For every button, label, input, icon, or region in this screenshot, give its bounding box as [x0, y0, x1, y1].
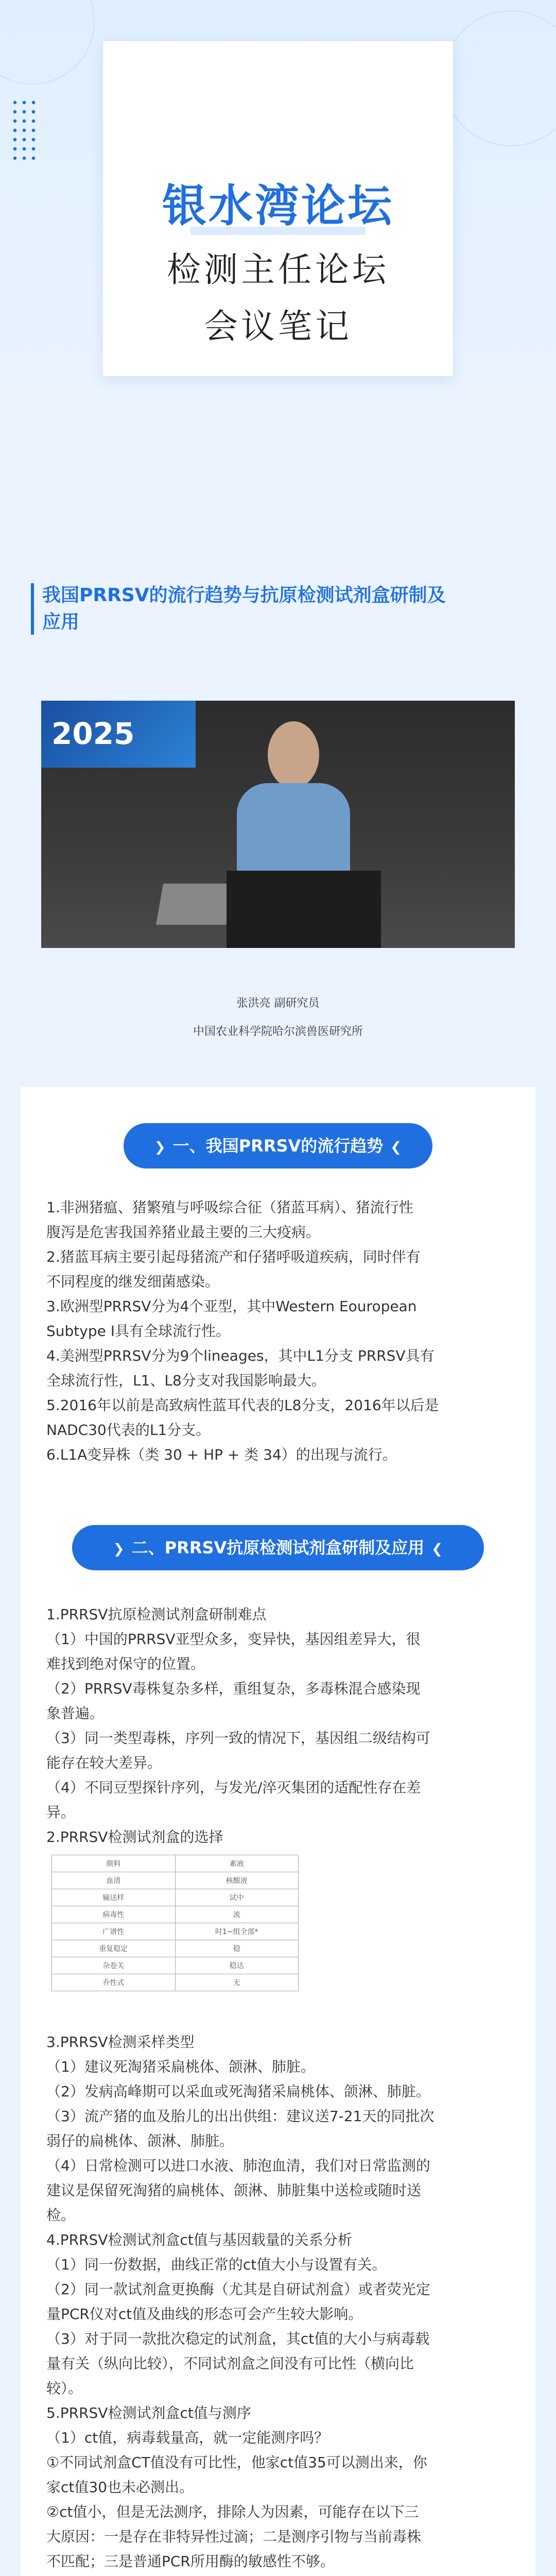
text-line: （3）对于同一款批次稳定的试剂盒，其ct值的大小与病毒载 [46, 2330, 430, 2347]
text-line: 较）。 [46, 2380, 83, 2397]
section-title-line: 我国PRRSV的流行趋势与抗原检测试剂盒研制及 [42, 585, 446, 606]
speaker-photo [41, 701, 515, 948]
text-line: 量PCR仪对ct值及曲线的形态可会产生较大影响。 [46, 2306, 363, 2323]
text-line: 大原因：一是存在非特异性过滴；二是测序引物与当前毒株 [46, 2528, 422, 2545]
table-row [52, 1906, 299, 1923]
text-line: 检。 [46, 2207, 76, 2224]
text-line: （2）同一款试剂盒更换酶（尤其是自研试剂盒）或者荧光定 [46, 2281, 430, 2298]
part2-text [46, 1602, 510, 1850]
text-line: 不匹配；三是普通PCR所用酶的敏感性不够。 [46, 2553, 335, 2570]
event-logo: 2025 [51, 716, 135, 751]
table-row [52, 1889, 299, 1906]
text-line: 4.PRRSV检测试剂盒ct值与基因载量的关系分析 [46, 2231, 352, 2248]
section-title [42, 582, 526, 636]
text-line: （4）日常检测可以进口水液、肺泡血清，我们对日常监测的 [46, 2157, 430, 2174]
section-title-line: 应用 [42, 612, 80, 633]
text-line: （1）ct值，病毒载量高，就一定能测序吗？ [46, 2429, 329, 2446]
text-line [46, 2574, 510, 2576]
text-line: （3）流产猪的血及胎儿的出出供组：建议送7-21天的同批次 [46, 2108, 435, 2125]
table-cell: 时1~组全部* [175, 1923, 299, 1940]
text-line: 5.PRRSV检测试剂盒ct值与测序 [46, 2404, 251, 2421]
table-cell: 颜料 [52, 1855, 176, 1872]
text-line: 腹泻是危害我国养猪业最主要的三大疫病。 [46, 1224, 321, 1241]
text-line: 量有关（纵向比较），不同试剂盒之间没有可比性（横向比 [46, 2355, 414, 2372]
table-cell: 稳 [175, 1940, 299, 1957]
podium [227, 871, 381, 948]
table-cell: 血清 [52, 1872, 176, 1889]
text-line: 异。 [46, 1804, 76, 1821]
text-line: 难找到绝对保守的位置。 [46, 1655, 205, 1672]
text-line: ②ct值小，但是无法测序，排除人为因素，可能存在以下三 [46, 2503, 419, 2520]
kit-table [51, 1855, 299, 1991]
speaker-name: 张洪亮 副研究员 [236, 997, 320, 1010]
text-line: 3.PRRSV检测采样类型 [46, 2033, 195, 2050]
text-line: 能存在较大差异。 [46, 1754, 162, 1771]
text-line: 2.PRRSV检测试剂盒的选择 [46, 1828, 223, 1845]
text-line: 家ct值30也未必测出。 [46, 2479, 194, 2496]
part2-text-cont [46, 2030, 510, 2576]
table-cell: 无 [175, 1974, 299, 1991]
page-subtitle: 会议笔记 [204, 307, 352, 346]
text-line: Subtype I具有全球流行性。 [46, 1323, 231, 1340]
table-row [52, 1940, 299, 1957]
table-cell: 广谱性 [52, 1923, 176, 1940]
text-line: （1）同一份数据，曲线正常的ct值大小与设置有关。 [46, 2256, 387, 2273]
event-screen [41, 701, 196, 768]
text-line: 全球流行性，L1、L8分支对我国影响最大。 [46, 1372, 326, 1389]
text-line: 4.美洲型PRRSV分为9个lineages，其中L1分支 PRRSV具有 [46, 1347, 435, 1364]
text-line: 3.欧洲型PRRSV分为4个亚型，其中Western Eouropean [46, 1298, 417, 1315]
text-line: 象普遍。 [46, 1705, 105, 1722]
page-title: 银水湾论坛 [162, 180, 394, 232]
heading-accent-bar [31, 583, 34, 635]
decor-dots [10, 98, 41, 160]
text-line: （1）建议死淘猪采扁桃体、颌淋、肺脏。 [46, 2058, 315, 2075]
table-cell: 重复稳定 [52, 1940, 176, 1957]
table-cell: 核酸液 [175, 1872, 299, 1889]
page-subtitle: 检测主任论坛 [167, 250, 389, 290]
speaker-head [268, 721, 319, 788]
table-row [52, 1974, 299, 1991]
section-heading [0, 582, 556, 639]
table-cell: 试中 [175, 1889, 299, 1906]
decor-circle [443, 10, 556, 146]
table-row [52, 1872, 299, 1889]
table-cell: 病毒性 [52, 1906, 176, 1923]
text-line: 不同程度的继发细菌感染。 [46, 1273, 220, 1290]
text-line: 弱仔的扁桃体、颌淋、肺脏。 [46, 2132, 234, 2149]
text-line: 1.非洲猪瘟、猪繁殖与呼吸综合征（猪蓝耳病）、猪流行性 [46, 1199, 413, 1216]
part1-heading: ❯ 一、我国PRRSV的流行趋势 ❮ [124, 1123, 432, 1168]
speaker-org: 中国农业科学院哈尔滨兽医研究所 [193, 1025, 363, 1038]
table-cell: 稳达 [175, 1957, 299, 1974]
text-line: （4）不同豆型探针序列，与发光/淬灭集团的适配性存在差 [46, 1779, 421, 1796]
text-line: NADC30代表的L1分支。 [46, 1421, 211, 1438]
table-row [52, 1923, 299, 1940]
text-line: 5.2016年以前是高致病性蓝耳代表的L8分支，2016年以后是 [46, 1397, 439, 1414]
text-line: ①不同试剂盒CT值没有可比性，他家ct值35可以测出来，你 [46, 2454, 427, 2471]
table-row [52, 1957, 299, 1974]
text-line: （3）同一类型毒株，序列一致的情况下，基因组二级结构可 [46, 1730, 430, 1747]
text-line: 1.PRRSV抗原检测试剂盒研制难点 [46, 1606, 267, 1623]
part1-text [46, 1195, 510, 1467]
text-line: （2）PRRSV毒株复杂多样，重组复杂，多毒株混合感染现 [46, 1680, 421, 1697]
table-cell: 输送样 [52, 1889, 176, 1906]
header-banner [0, 0, 556, 402]
table-cell: 素液 [175, 1855, 299, 1872]
table-cell: 流 [175, 1906, 299, 1923]
text-line: 2.猪蓝耳病主要引起母猪流产和仔猪呼吸道疾病，同时伴有 [46, 1248, 421, 1265]
text-line: （2）发病高峰期可以采血或死淘猪采扁桃体、颌淋、肺脏。 [46, 2083, 430, 2100]
table-cell: 乔性式 [52, 1974, 176, 1991]
text-line: 6.L1A变异株（类 30 + HP + 类 34）的出现与流行。 [46, 1446, 397, 1463]
table-row [52, 1855, 299, 1872]
part2-heading: ❯ 二、PRRSV抗原检测试剂盒研制及应用 ❮ [72, 1525, 484, 1570]
text-line: 建议是保留死淘猪的扁桃体、颌淋、肺脏集中送检或随时送 [46, 2182, 422, 2199]
decor-circle [0, 0, 95, 84]
text-line: （1）中国的PRRSV亚型众多，变异快，基因组差异大，很 [46, 1631, 421, 1648]
table-cell: 杂卷关 [52, 1957, 176, 1974]
